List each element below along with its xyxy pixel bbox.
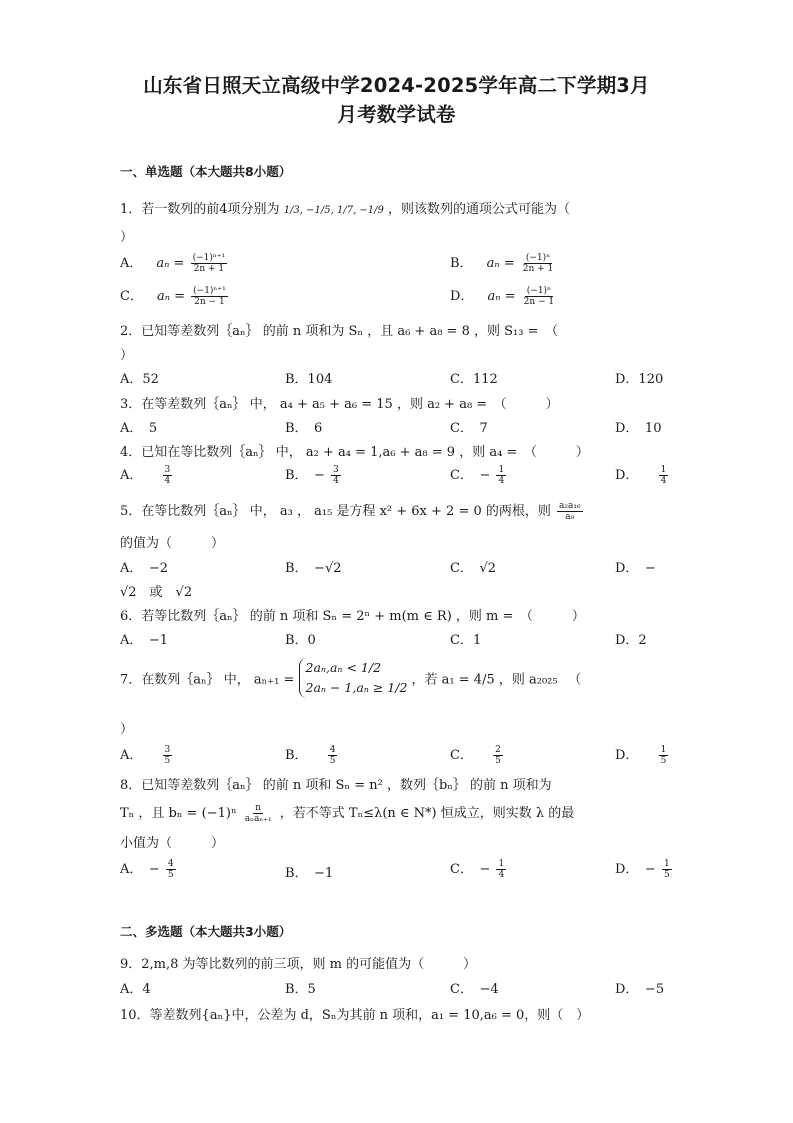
q9-option-c: C． −4 <box>450 982 499 997</box>
q5-option-d: D． − <box>615 561 656 576</box>
q4-option-c: C． − $\frac{1}{4}$ <box>450 465 505 486</box>
question-7-close: ） <box>120 722 134 737</box>
q5-option-a: A． −2 <box>120 561 169 576</box>
question-9-stem: 9．2,m,8 为等比数列的前三项，则 m 的可能值为（ ） <box>120 957 477 972</box>
q7-option-d: D． $\frac{1}{5}$ <box>615 745 667 766</box>
q5-option-b: B． −√2 <box>285 561 342 576</box>
q1-option-d: D． aₙ = $\frac{\text{(−1)ⁿ}}{2n - 1}$ <box>450 286 555 307</box>
q9-option-b: B．5 <box>285 982 316 997</box>
question-1-stem-close: ） <box>120 230 134 245</box>
q7-option-b: B． $\frac{4}{5}$ <box>285 745 336 766</box>
question-3-stem: 3．在等差数列｛aₙ｝ 中， a₄ + a₅ + a₆ = 15 ，则 a₂ + a₈ = （ ） <box>120 397 559 412</box>
q2-option-c: C．112 <box>450 372 498 387</box>
q7-piecewise: 2aₙ,aₙ < 1/2 2aₙ − 1,aₙ ≥ 1/2 <box>299 658 408 698</box>
section-single-choice: 一、单选题（本大题共8小题） <box>120 164 292 179</box>
question-8-stem-line2: Tₙ ，且 bₙ = (−1)ⁿ $\frac{n}{\text{aₙaₙ₊₁}}$ ，若不等式 Tₙ≤λ(n ∈ N*) 恒成立，则实数 λ 的最 <box>120 803 575 824</box>
q1-option-c: C． aₙ = $\frac{\text{(−1)ⁿ⁺¹}}{2n - 1}$ <box>120 286 226 307</box>
q1-option-a: A． aₙ = $\frac{\text{(−1)ⁿ⁺¹}}{2n + 1}$ <box>120 253 226 274</box>
question-10-stem: 10．等差数列{aₙ}中，公差为 d，Sₙ为其前 n 项和，a₁ = 10,a₆ = 0，则（ ） <box>120 1008 590 1023</box>
exam-title-line1: 山东省日照天立高级中学2024-2025学年高二下学期3月 <box>143 74 650 97</box>
q9-option-d: D． −5 <box>615 982 665 997</box>
q8-option-d: D． − $\frac{1}{5}$ <box>615 859 670 880</box>
q7-option-a: A． $\frac{3}{5}$ <box>120 745 171 766</box>
q3-option-a: A． 5 <box>120 421 158 436</box>
q6-option-d: D．2 <box>615 633 647 648</box>
q1-option-b: B． aₙ = $\frac{\text{(−1)ⁿ}}{2n + 1}$ <box>450 253 554 274</box>
q8-option-c: C． − $\frac{1}{4}$ <box>450 859 505 880</box>
question-2-close: ） <box>120 348 134 363</box>
q2-option-d: D．120 <box>615 372 664 387</box>
question-4-stem: 4．已知在等比数列｛aₙ｝ 中， a₂ + a₄ = 1,a₆ + a₈ = 9 ，则 a₄ = （ ） <box>120 445 589 460</box>
question-5-stem: 5．在等比数列｛aₙ｝ 中， a₃ ， a₁₅ 是方程 x² + 6x + 2 = 0 的两根，则 $\frac{\text{a₂a₁₆}}{\text{a₉}}$ <box>120 501 581 522</box>
q6-option-c: C．1 <box>450 633 482 648</box>
section-multi-choice: 二、多选题（本大题共3小题） <box>120 924 292 939</box>
exam-title-line2: 月考数学试卷 <box>337 103 456 126</box>
q9-option-a: A．4 <box>120 982 151 997</box>
question-7-stem: 7．在数列｛aₙ｝ 中， aₙ₊₁ = 2aₙ,aₙ < 1/2 2aₙ − 1,aₙ ≥ 1/2 ，若 a₁ = 4/5 ，则 a₂₀₂₅ （ <box>120 658 581 698</box>
q4-option-a: A． $\frac{3}{4}$ <box>120 465 171 486</box>
q5-option-d-cont: √2 或 √2 <box>120 585 193 600</box>
question-8-stem-line1: 8．已知等差数列｛aₙ｝ 的前 n 项和 Sₙ = n² ，数列｛bₙ｝ 的前 n 项和为 <box>120 778 552 793</box>
question-5-stem-cont: 的值为（ ） <box>120 536 225 551</box>
q1-sequence: 1/3, −1/5, 1/7, −1/9 <box>283 205 384 216</box>
q8-option-a: A． − $\frac{4}{5}$ <box>120 859 174 880</box>
q6-option-b: B．0 <box>285 633 316 648</box>
q4-option-b: B． − $\frac{3}{4}$ <box>285 465 339 486</box>
question-8-stem-line3: 小值为（ ） <box>120 836 225 851</box>
q5-option-c: C． √2 <box>450 561 497 576</box>
q3-option-b: B． 6 <box>285 421 323 436</box>
q2-option-b: B．104 <box>285 372 333 387</box>
q7-option-c: C． $\frac{2}{5}$ <box>450 745 501 766</box>
q2-option-a: A．52 <box>120 372 159 387</box>
question-6-stem: 6．若等比数列｛aₙ｝ 的前 n 项和 Sₙ = 2ⁿ + m(m ∈ R) ，则 m = （ ） <box>120 609 585 624</box>
q8-option-b: B． −1 <box>285 866 334 881</box>
q3-option-c: C． 7 <box>450 421 488 436</box>
q6-option-a: A． −1 <box>120 633 169 648</box>
q4-option-d: D． $\frac{1}{4}$ <box>615 465 667 486</box>
question-2-stem: 2．已知等差数列｛aₙ｝ 的前 n 项和为 Sₙ ，且 a₆ + a₈ = 8 ，则 S₁₃ = （ <box>120 324 558 339</box>
question-1-stem: 1．若一数列的前4项分别为 1/3, −1/5, 1/7, −1/9 ，则该数列的通项公式可能为（ <box>120 202 571 217</box>
q3-option-d: D． 10 <box>615 421 662 436</box>
